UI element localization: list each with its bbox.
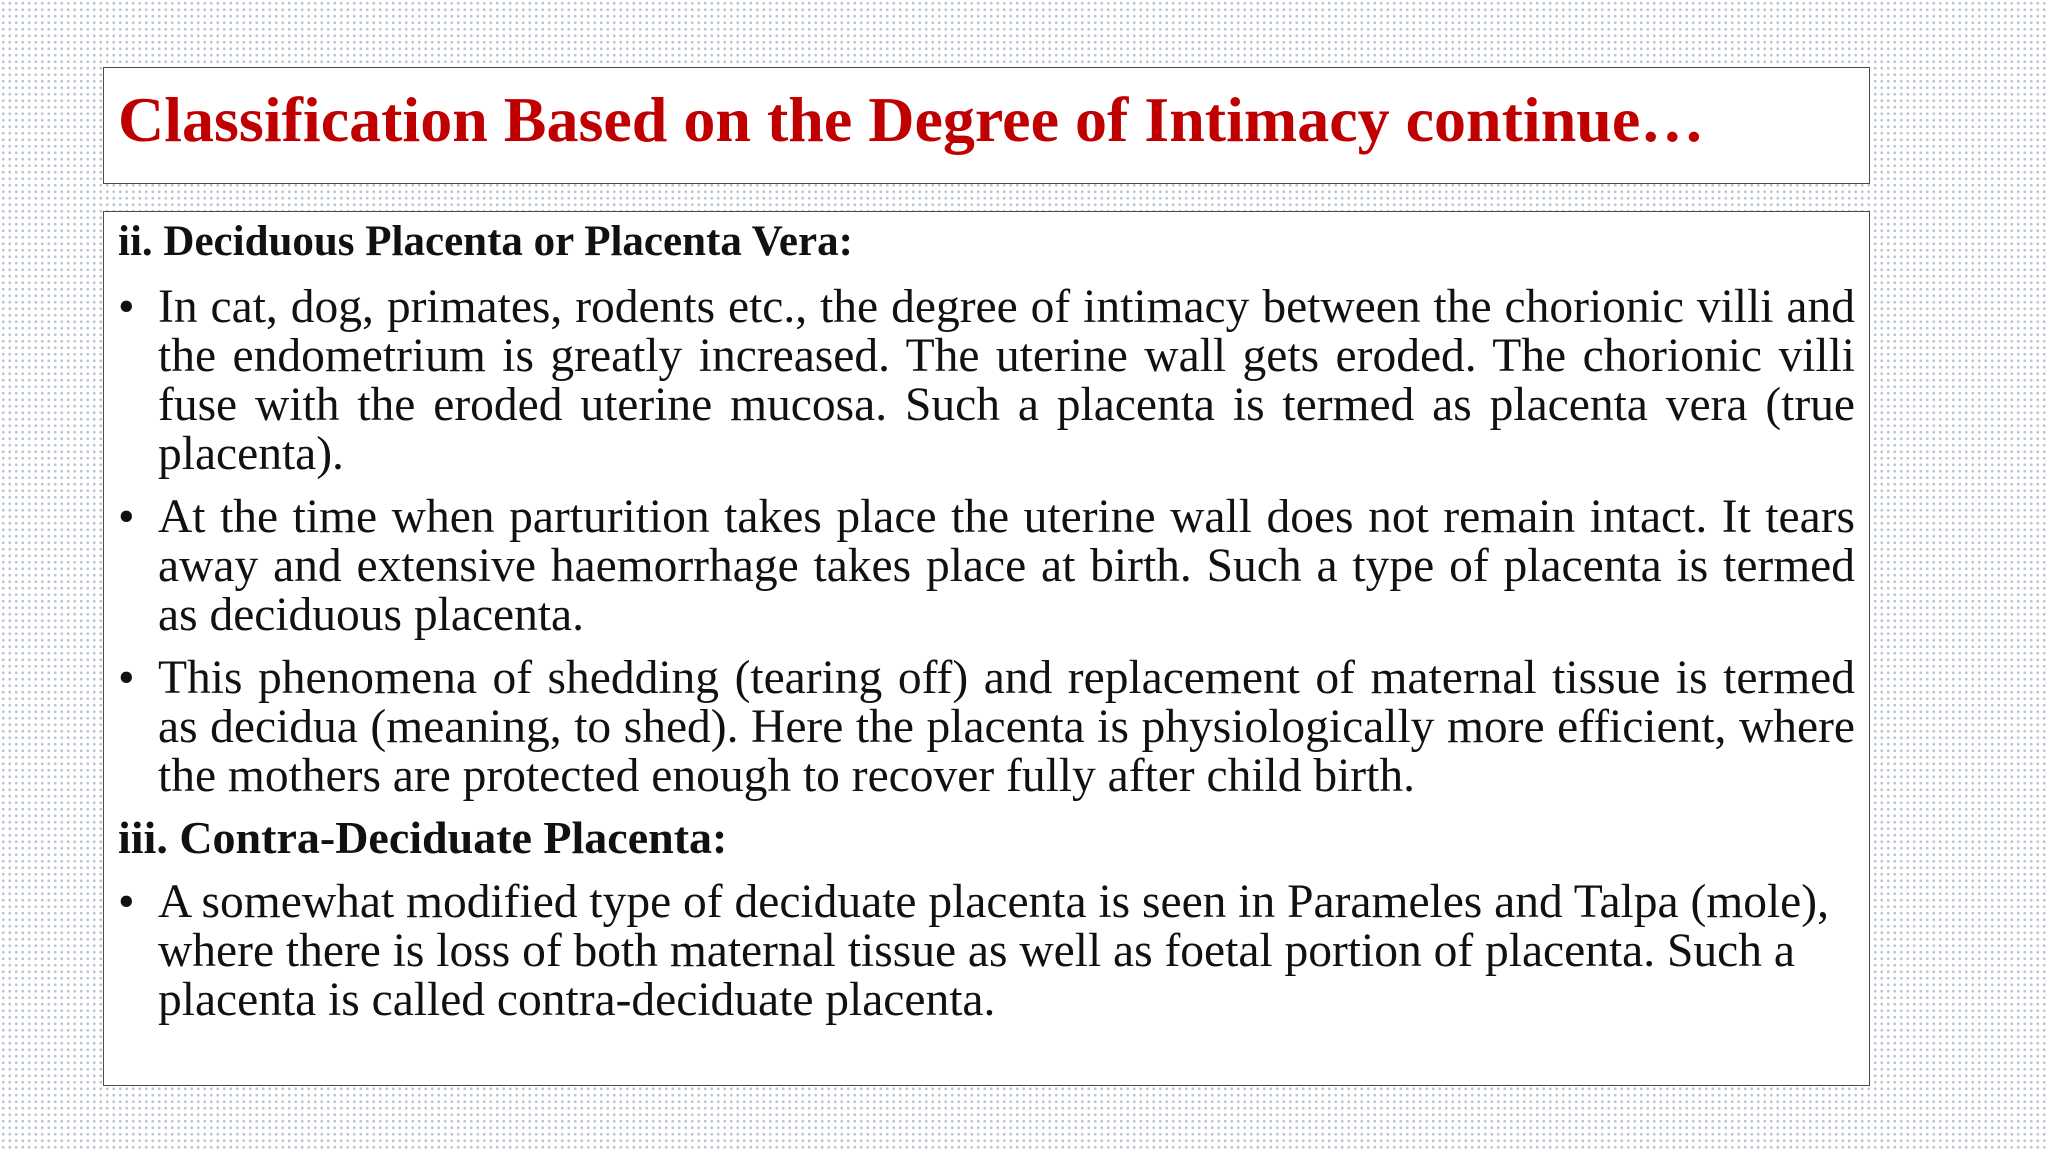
title-box — [103, 67, 1870, 184]
slide-title: Classification Based on the Degree of Intimacy continue… — [118, 84, 1705, 155]
bullet-item — [118, 654, 1855, 801]
bullet-icon: • — [118, 652, 135, 705]
bullet-text: At the time when parturition takes place the uterine wall does not remain intact. It tears away and extensive haemorrhage takes place at birth. Such a type of placenta is termed as deciduous placenta. — [158, 491, 1855, 642]
section-iii-bullet-list — [118, 875, 1855, 1026]
bullet-icon: • — [118, 281, 135, 334]
section-iii-heading: iii. Contra-Deciduate Placenta: — [118, 812, 728, 864]
section-ii-heading: ii. Deciduous Placenta or Placenta Vera: — [118, 218, 853, 265]
bullet-text: This phenomena of shedding (tearing off) and replacement of maternal tissue is termed as decidua (meaning, to shed). Here the placenta is physiologically more efficient, where the mothers are protected enough to recover fully after child birth. — [158, 652, 1855, 803]
bullet-text: A somewhat modified type of deciduate placenta is seen in Parameles and Talpa (mole), where there is loss of both maternal tissue as well as foetal portion of placenta. Such a placenta is called contra-deciduate placenta. — [158, 875, 1829, 1026]
bullet-icon: • — [118, 875, 135, 928]
bullet-icon: • — [118, 491, 135, 544]
bullet-item — [118, 283, 1855, 479]
bullet-text: In cat, dog, primates, rodents etc., the degree of intimacy between the chorionic villi and the endometrium is greatly increased. The uterine wall gets eroded. The chorionic villi fuse with the eroded uterine mucosa. Such a placenta is termed as placenta vera (true placenta). — [158, 281, 1855, 481]
content-box — [103, 211, 1870, 1086]
bullet-item — [118, 875, 1855, 1026]
section-ii-bullet-list — [118, 283, 1855, 801]
bullet-item — [118, 493, 1855, 640]
